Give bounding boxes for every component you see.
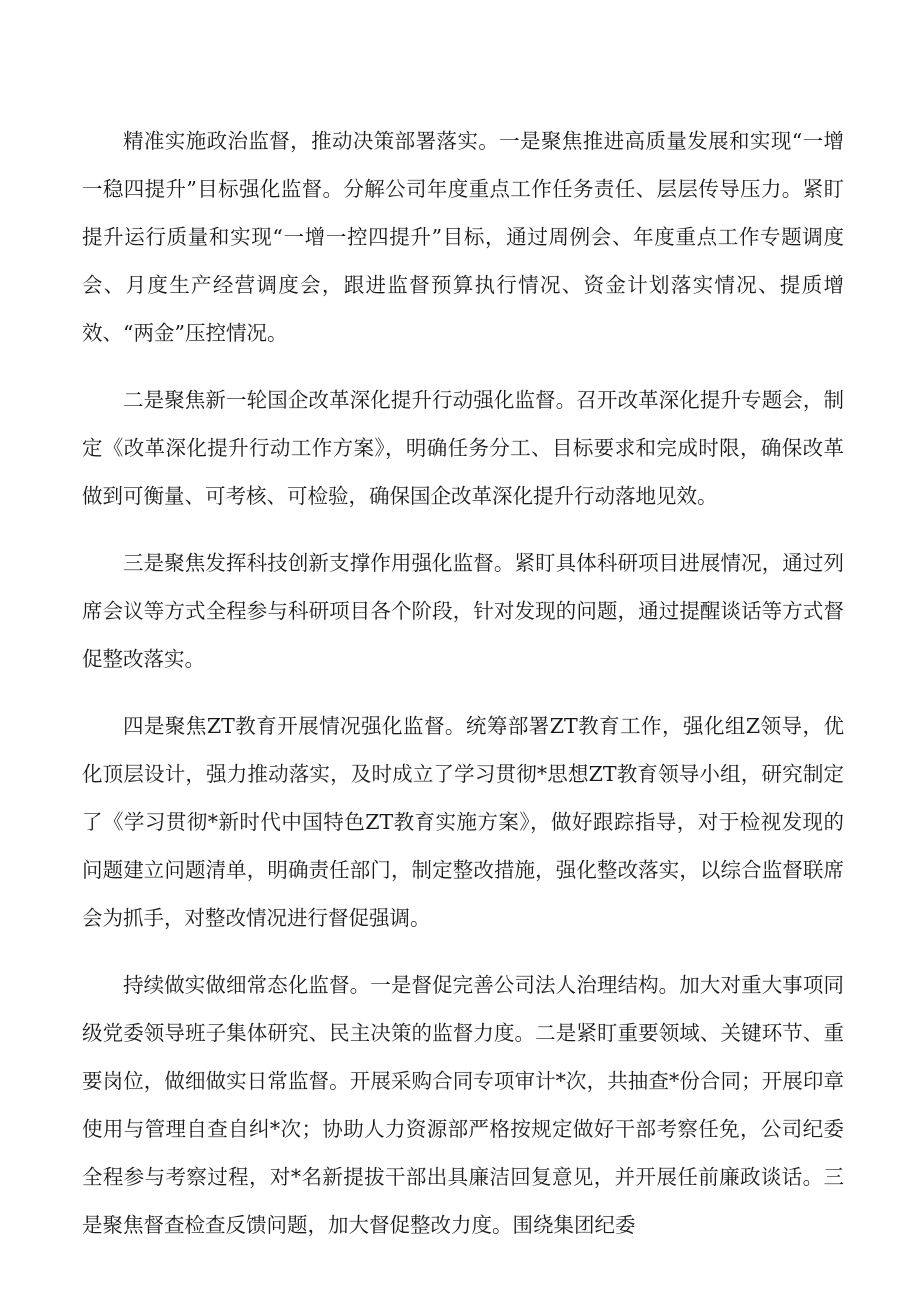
document-body <box>82 117 844 1268</box>
paragraph-political-supervision: 精准实施政治监督，推动决策部署落实。一是聚焦推进高质量发展和实现“一增一稳四提升”目标强化监督。分解公司年度重点工作任务责任、层层传导压力。紧盯提升运行质量和实现“一增一控四提升”目标，通过周例会、年度重点工作专题调度会、月度生产经营调度会，跟进监督预算执行情况、资金计划落实情况、提质增效、“两金”压控情况。 <box>82 129 844 345</box>
paragraph-zt-education: 四是聚焦ZT教育开展情况强化监督。统筹部署ZT教育工作，强化组Z领导，优化顶层设计，强力推动落实，及时成立了学习贯彻*思想ZT教育领导小组，研究制定了《学习贯彻*新时代中国特色ZT教育实施方案》，做好跟踪指导，对于检视发现的问题建立问题清单，明确责任部门，制定整改措施，强化整改落实，以综合监督联席会为抓手，对整改情况进行督促强调。 <box>82 714 844 930</box>
paragraph-soe-reform: 二是聚焦新一轮国企改革深化提升行动强化监督。召开改革深化提升专题会，制定《改革深化提升行动工作方案》，明确任务分工、目标要求和完成时限，确保改革做到可衡量、可考核、可检验，确保国企改革深化提升行动落地见效。 <box>82 388 844 508</box>
paragraph-tech-innovation: 三是聚焦发挥科技创新支撑作用强化监督。紧盯具体科研项目进展情况，通过列席会议等方式全程参与科研项目各个阶段，针对发现的问题，通过提醒谈话等方式督促整改落实。 <box>82 551 844 671</box>
paragraph-routine-supervision: 持续做实做细常态化监督。一是督促完善公司法人治理结构。加大对重大事项同级党委领导班子集体研究、民主决策的监督力度。二是紧盯重要领域、关键环节、重要岗位，做细做实日常监督。开展采购合同专项审计*次，共抽查*份合同；开展印章使用与管理自查自纠*次；协助人力资源部严格按规定做好干部考察任免，公司纪委全程参与考察过程，对*名新提拔干部出具廉洁回复意见，并开展任前廉政谈话。三是聚焦督查检查反馈问题，加大督促整改力度。围绕集团纪委 <box>82 973 844 1237</box>
